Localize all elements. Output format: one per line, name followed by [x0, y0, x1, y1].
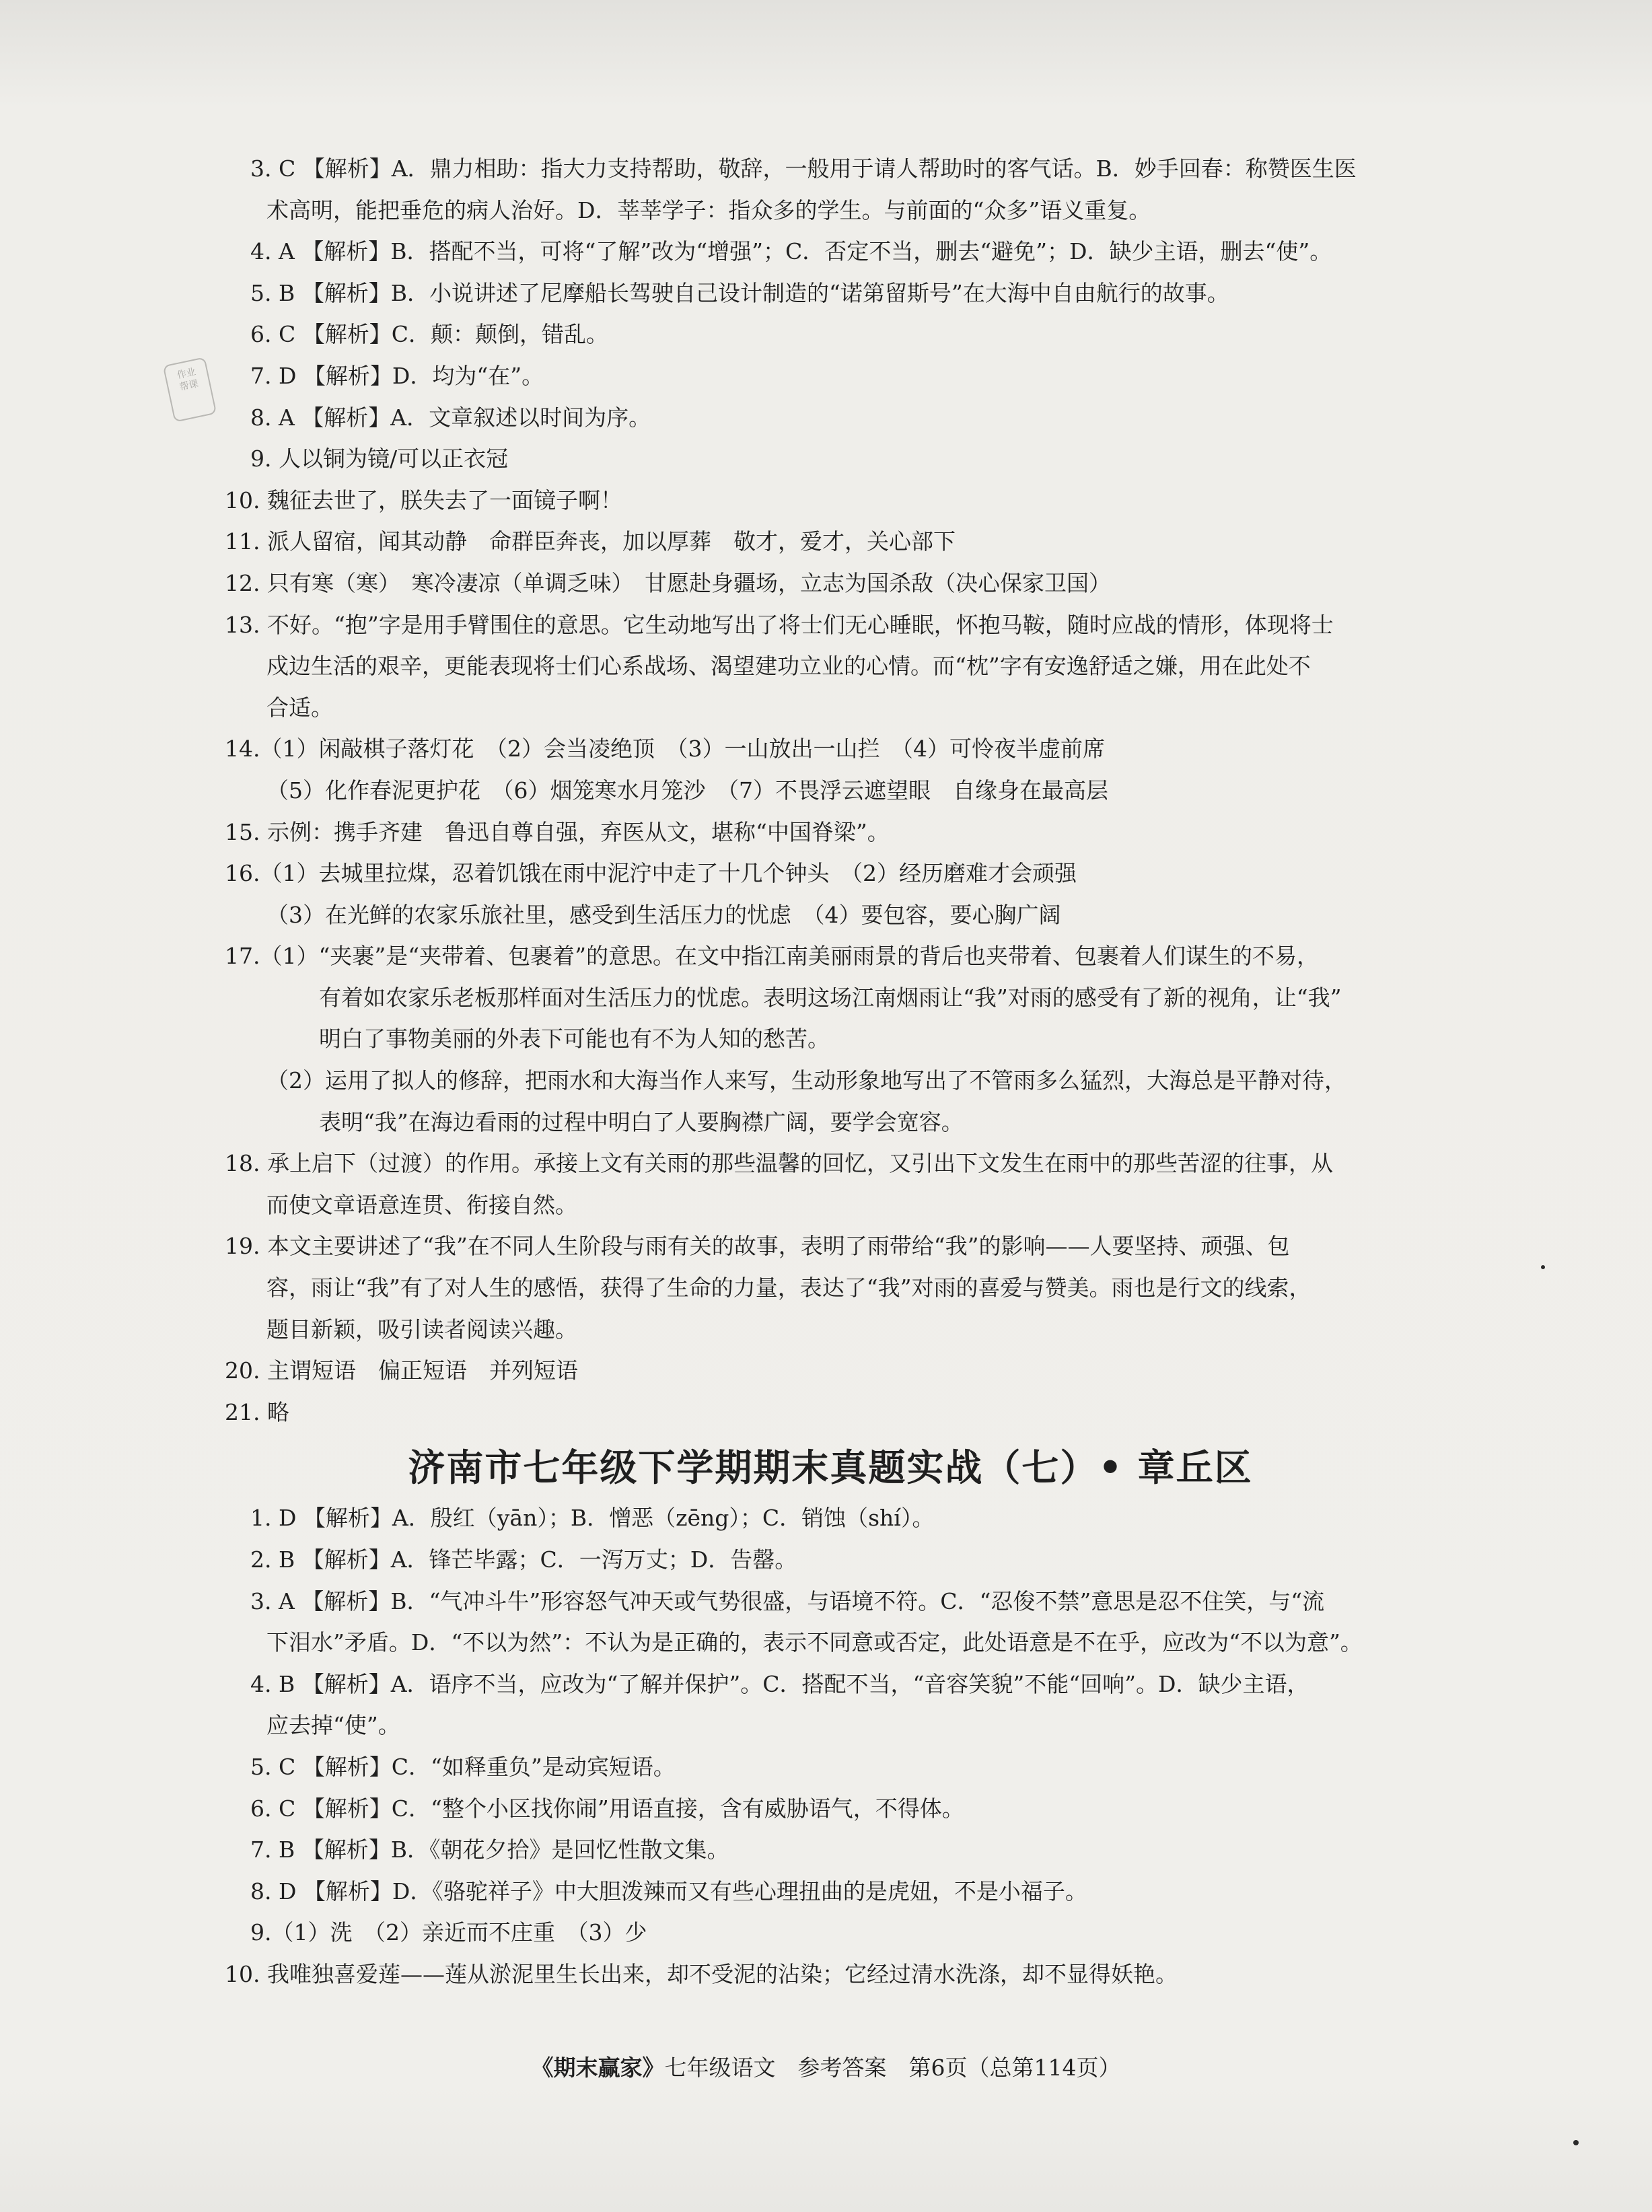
answer-line: 8. A 【解析】A．文章叙述以时间为序。	[250, 404, 651, 431]
answer-line: 14.（1）闲敲棋子落灯花 （2）会当凌绝顶 （3）一山放出一山拦 （4）可怜夜半虚前席	[225, 736, 1105, 762]
speck-mark	[1541, 1265, 1545, 1269]
answer-line: 3. A 【解析】B．“气冲斗牛”形容怒气冲天或气势很盛，与语境不符。C．“忍俊不禁”意思是忍不住笑，与“流	[250, 1587, 1325, 1614]
answer-line: 明白了事物美丽的外表下可能也有不为人知的愁苦。	[319, 1026, 830, 1053]
answer-line: 戍边生活的艰辛，更能表现将士们心系战场、渴望建功立业的心情。而“枕”字有安逸舒适之嫌，用在此处不	[266, 653, 1311, 680]
answer-line: 1. D 【解析】A．殷红（yān）；B．憎恶（zēng）；C．销蚀（shí）。	[250, 1505, 935, 1532]
speck-mark	[1573, 2140, 1579, 2145]
answer-line: 有着如农家乐老板那样面对生活压力的忧虑。表明这场江南烟雨让“我”对雨的感受有了新的视角，让“我”	[319, 984, 1342, 1011]
answer-line: 容，雨让“我”有了对人生的感悟，获得了生命的力量，表达了“我”对雨的喜爱与赞美。雨也是行文的线索，	[266, 1275, 1312, 1301]
answer-line: 13. 不好。“抱”字是用手臂围住的意思。它生动地写出了将士们无心睡眠，怀抱马鞍，随时应战的情形，体现将士	[225, 611, 1334, 638]
answer-line: 7. B 【解析】B．《朝花夕拾》是回忆性散文集。	[250, 1836, 729, 1863]
answer-line: 题目新颖，吸引读者阅读兴趣。	[266, 1316, 577, 1343]
answer-line: 表明“我”在海边看雨的过程中明白了人要胸襟广阔，要学会宽容。	[319, 1108, 964, 1135]
answer-line: 20. 主谓短语 偏正短语 并列短语	[225, 1357, 578, 1384]
answer-line: 15. 示例：携手齐建 鲁迅自尊自强，弃医从文，堪称“中国脊梁”。	[225, 818, 890, 845]
answer-content	[225, 148, 1436, 1995]
answer-line: 16.（1）去城里拉煤，忍着饥饿在雨中泥泞中走了十几个钟头 （2）经历磨难才会顽强	[225, 860, 1077, 887]
answer-line: 6. C 【解析】C．颠：颠倒，错乱。	[250, 321, 608, 348]
page-footer	[0, 2053, 1652, 2083]
answer-line: 18. 承上启下（过渡）的作用。承接上文有关雨的那些温馨的回忆，又引出下文发生在雨中的那些苦涩的往事，从	[225, 1150, 1333, 1177]
watermark-stamp: 作业 帮课	[163, 357, 217, 422]
answer-line: 合适。	[266, 694, 333, 721]
answer-line: 19. 本文主要讲述了“我”在不同人生阶段与雨有关的故事，表明了雨带给“我”的影响——人要坚持、顽强、包	[225, 1233, 1290, 1260]
section-title: 济南市七年级下学期期末真题实战（七）• 章丘区	[408, 1446, 1253, 1490]
answer-line: 术高明，能把垂危的病人治好。D．莘莘学子：指众多的学生。与前面的“众多”语义重复。	[266, 197, 1151, 223]
answer-line: 11. 派人留宿，闻其动静 命群臣奔丧，加以厚葬 敬才，爱才，关心部下	[225, 528, 956, 555]
footer-page-info: 七年级语文 参考答案 第6页（总第114页）	[664, 2055, 1121, 2081]
answer-line: （2）运用了拟人的修辞，把雨水和大海当作人来写，生动形象地写出了不管雨多么猛烈，大海总是平静对待，	[266, 1067, 1346, 1094]
answer-line: 21. 略	[225, 1398, 289, 1425]
answer-line: 5. C 【解析】C．“如释重负”是动宾短语。	[250, 1753, 676, 1780]
answer-line: 12. 只有寒（寒） 寒冷凄凉（单调乏味） 甘愿赴身疆场，立志为国杀敌（决心保家卫国）	[225, 569, 1111, 596]
answer-line: 10. 我唯独喜爱莲——莲从淤泥里生长出来，却不受泥的沾染；它经过清水洗涤，却不显得妖艳。	[225, 1960, 1178, 1987]
answer-line: 2. B 【解析】A．锋芒毕露；C．一泻万丈；D．告罄。	[250, 1546, 797, 1573]
answer-line: 9.（1）洗 （2）亲近而不庄重 （3）少	[250, 1919, 647, 1946]
answer-line: 5. B 【解析】B．小说讲述了尼摩船长驾驶自己设计制造的“诺第留斯号”在大海中自由航行的故事。	[250, 279, 1229, 306]
answer-line: 7. D 【解析】D．均为“在”。	[250, 362, 544, 389]
answer-line: （5）化作春泥更护花 （6）烟笼寒水月笼沙 （7）不畏浮云遮望眼 自缘身在最高层	[266, 777, 1108, 804]
footer-book-title: 《期末赢家》	[531, 2055, 665, 2081]
answer-line: 9. 人以铜为镜/可以正衣冠	[250, 445, 509, 472]
answer-line: 10. 魏征去世了，朕失去了一面镜子啊！	[225, 487, 622, 513]
answer-line: 4. A 【解析】B．搭配不当，可将“了解”改为“增强”；C．否定不当，删去“避免”；D．缺少主语，删去“使”。	[250, 238, 1332, 265]
answer-line: 4. B 【解析】A．语序不当，应改为“了解并保护”。C．搭配不当，“音容笑貌”不能“回响”。D．缺少主语，	[250, 1670, 1309, 1697]
answer-line: 6. C 【解析】C．“整个小区找你闹”用语直接，含有威胁语气，不得体。	[250, 1795, 964, 1822]
answer-line: 17.（1）“夹裹”是“夹带着、包裹着”的意思。在文中指江南美丽雨景的背后也夹带着、包裹着人们谋生的不易，	[225, 943, 1319, 970]
answer-line: 而使文章语意连贯、衔接自然。	[266, 1191, 577, 1218]
answer-line: （3）在光鲜的农家乐旅社里，感受到生活压力的忧虑 （4）要包容，要心胸广阔	[266, 901, 1061, 928]
answer-line: 3. C 【解析】A．鼎力相助：指大力支持帮助，敬辞，一般用于请人帮助时的客气话。B．妙手回春：称赞医生医	[250, 155, 1357, 182]
answer-line: 8. D 【解析】D．《骆驼祥子》中大胆泼辣而又有些心理扭曲的是虎妞，不是小福子。	[250, 1878, 1087, 1904]
answer-line: 下泪水”矛盾。D．“不以为然”：不认为是正确的，表示不同意或否定，此处语意是不在乎，应改为“不以为意”。	[266, 1629, 1363, 1656]
answer-line: 应去掉“使”。	[266, 1712, 400, 1739]
